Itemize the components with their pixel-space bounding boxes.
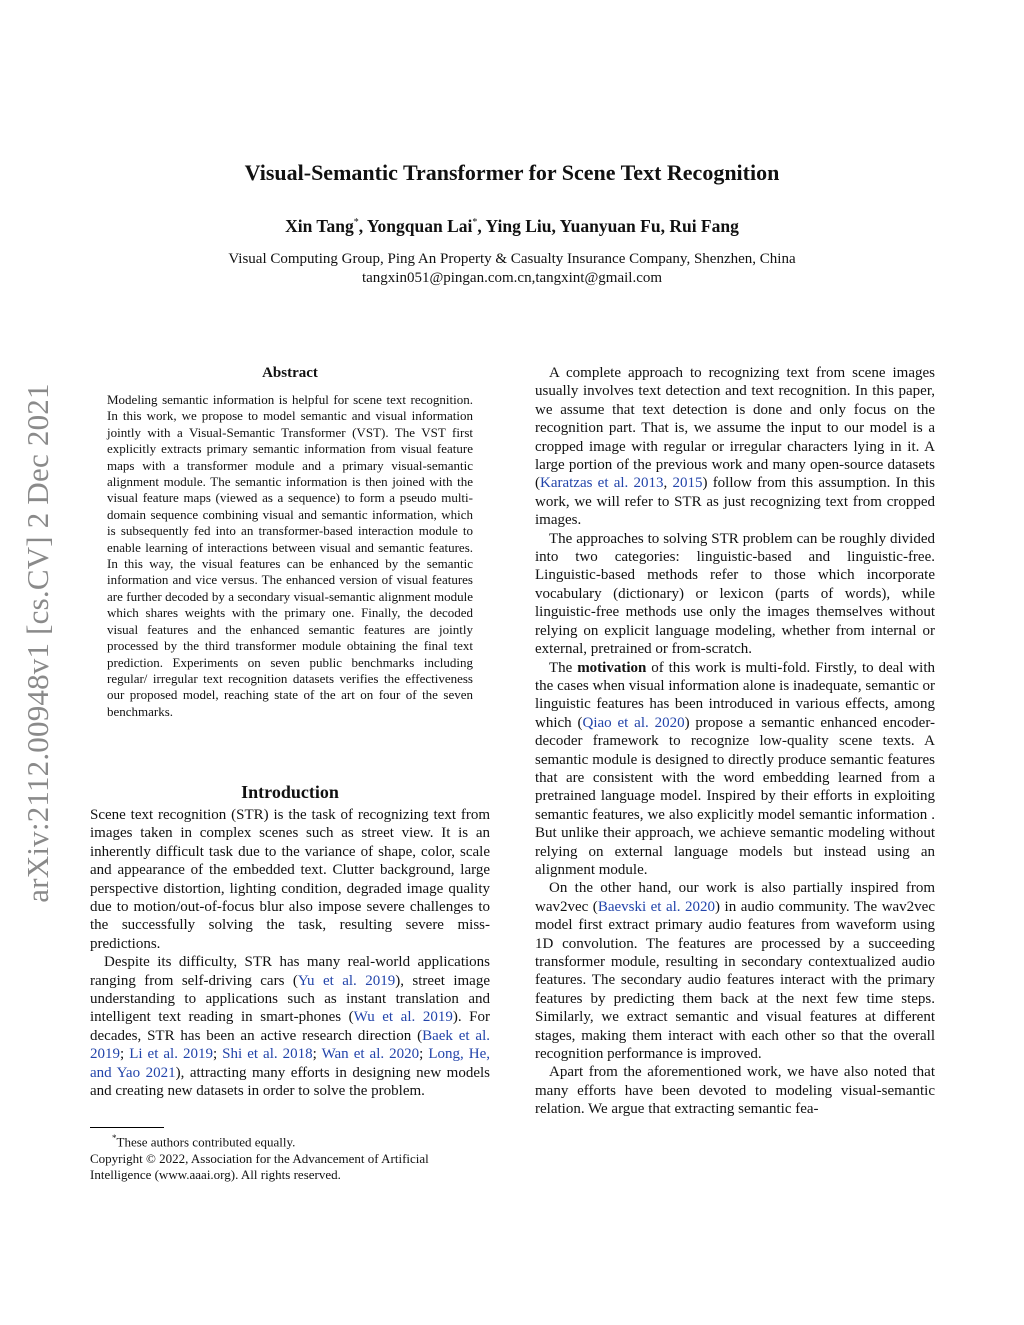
- email: tangxin051@pingan.com.cn,tangxint@gmail.com: [361, 270, 663, 286]
- copyright-notice: Copyright © 2022, Association for the Advancement of Artificial Intelligence (www.aaai.org). All rights reserved.: [90, 1150, 429, 1182]
- citation-link[interactable]: 2015: [672, 475, 703, 492]
- footnote-divider: [90, 1127, 164, 1128]
- intro-paragraph-1: Scene text recognition (STR) is the task of recognizing text from images taken in complex scenes such as street view. It is an inherently difficult task due to the variance of shape, color, scale and appearance of the embedded text. Clutter background, large perspective distortion, lighting condition, degraded image quality due to motion/out-of-focus blur also impose severe challenges to the successfully solving the task, resulting severe miss-predictions.: [90, 807, 490, 952]
- affiliation: Visual Computing Group, Ping An Property & Casualty Insurance Company, Shenzhen, China: [228, 251, 796, 267]
- right-column-body: [535, 364, 935, 1119]
- citation-link[interactable]: Karatzas et al. 2013: [540, 475, 664, 492]
- citation-link[interactable]: Baek et al. 2019: [90, 1027, 490, 1063]
- right-paragraph-2: The approaches to solving STR problem can be roughly divided into two categories: linguistic-based and linguistic-free. Linguistic-based methods refer to those which incorporate vocabulary (dictionary) or lexicon (parts of words), while linguistic-free methods use only the images themselves without relying on explicit language modeling, whether from internal or external, pretrained or from-scratch.: [535, 530, 935, 658]
- citation-link[interactable]: Shi et al. 2018: [222, 1046, 313, 1063]
- introduction-body: [90, 806, 490, 1101]
- author-1: Xin Tang: [285, 216, 354, 236]
- arxiv-side-stamp: [8, 355, 68, 930]
- equal-contrib-mark-1: *: [353, 217, 359, 229]
- right-paragraph-3: The motivation of this work is multi-fold. Firstly, to deal with the cases when visual information alone is inadequate, semantic or linguistic features has been introduced in various effects, among which (Qiao et al. 2020) propose a semantic enhanced encoder-decoder framework to recognize low-quality scene texts. A semantic module is designed to directly produce semantic features that are consistent with the word embedding learned from a pretrained language model. Inspired by their efforts in exploiting semantic features, we also explicitly model semantic information . But unlike their approach, we achieve semantic modeling without relying on external language models but instead using an alignment module.: [535, 659, 936, 878]
- other-authors: , Ying Liu, Yuanyuan Fu, Rui Fang: [477, 216, 739, 236]
- abstract-text: Modeling semantic information is helpful for scene text recognition. In this work, we propose to model semantic and visual information jointly with a Visual-Semantic Transformer (VST). The VST first explicitly extracts primary semantic information from visual feature maps with a transformer module and a primary visual-semantic alignment module. The semantic information is then joined with the visual feature maps (viewed as a sequence) to form a pseudo multi-domain sequence combining visual and semantic information, which is subsequently fed into an transformer-based interaction module to enable learning of interactions between visual and semantic features. In this way, the visual features can be enhanced by the semantic information and vice versus. The enhanced version of visual features are further decoded by a secondary visual-semantic alignment module which shares weights with the primary one. Finally, the decoded visual features and the enhanced semantic features are jointly processed by the third transformer module obtaining the final text prediction. Experiments on seven public benchmarks including regular/ irregular text recognition datasets verifies the effectiveness our proposed model, reaching state of the art on four of the seven benchmarks.: [107, 392, 473, 719]
- citation-link[interactable]: Wu et al. 2019: [353, 1009, 453, 1026]
- right-paragraph-1: A complete approach to recognizing text from scene images usually involves text detection and text recognition. In this paper, we assume that text detection is done and only focus on the recognition part. That is, we assume the input to our model is a cropped image with regular or irregular characters lying in it. A large portion of the previous work and many open-source datasets (Karatzas et al. 2013, 2015) follow from this assumption. In this work, we will refer to STR as just recognizing text from cropped images.: [535, 365, 935, 529]
- paper-title: Visual-Semantic Transformer for Scene Text Recognition: [244, 160, 780, 185]
- citation-link[interactable]: Qiao et al. 2020: [582, 714, 685, 731]
- intro-paragraph-2: Despite its difficulty, STR has many real-world applications ranging from self-driving cars (Yu et al. 2019), street image understanding to applications such as instant translation and intelligent text reading in smart-phones (Wu et al. 2019). For decades, STR has been an active research direction (Baek et al. 2019; Li et al. 2019; Shi et al. 2018; Wan et al. 2020; Long, He, and Yao 2021), attracting many efforts in designing new models and creating new datasets in order to solve the problem.: [90, 954, 490, 1100]
- footnote-equal-contribution: *These authors contributed equally.: [112, 1133, 296, 1150]
- right-paragraph-4: On the other hand, our work is also partially inspired from wav2vec (Baevski et al. 2020) in audio community. The wav2vec model first extract primary audio features from waveform using 1D convolution. The features are processed by a succeeding transformer module, resulting in secondary contextualized audio features. The secondary audio features interact with the primary features by predicting them back at the next few time steps. Similarly, we extract semantic and visual features at different stages, making them interact with each other so that the overall recognition performance is improved.: [535, 880, 935, 1063]
- right-paragraph-5: Apart from the aforementioned work, we have also noted that many efforts have been devoted to modeling visual-semantic relation. We argue that extracting semantic fea-: [535, 1064, 935, 1118]
- motivation-bold: motivation: [577, 659, 647, 676]
- equal-contrib-mark-2: *: [472, 217, 478, 229]
- arxiv-stamp-text: arXiv:2112.00948v1 [cs.CV] 2 Dec 2021: [20, 382, 55, 903]
- introduction-heading: Introduction: [241, 782, 339, 802]
- abstract-heading: Abstract: [262, 365, 318, 381]
- author-list: Xin Tang*, Yongquan Lai*, Ying Liu, Yuanyuan Fu, Rui Fang: [285, 216, 739, 236]
- affiliation-block: [0, 250, 1024, 288]
- citation-link[interactable]: Long, He, and Yao 2021: [90, 1046, 490, 1081]
- citation-link[interactable]: Li et al. 2019: [129, 1046, 213, 1063]
- author-2: Yongquan Lai: [366, 216, 473, 236]
- citation-link[interactable]: Yu et al. 2019: [297, 972, 396, 989]
- footnote-mark: *: [112, 1133, 117, 1143]
- citation-link[interactable]: Baevski et al. 2020: [597, 898, 716, 915]
- citation-link[interactable]: Wan et al. 2020: [321, 1046, 420, 1063]
- footnotes: [90, 1130, 490, 1183]
